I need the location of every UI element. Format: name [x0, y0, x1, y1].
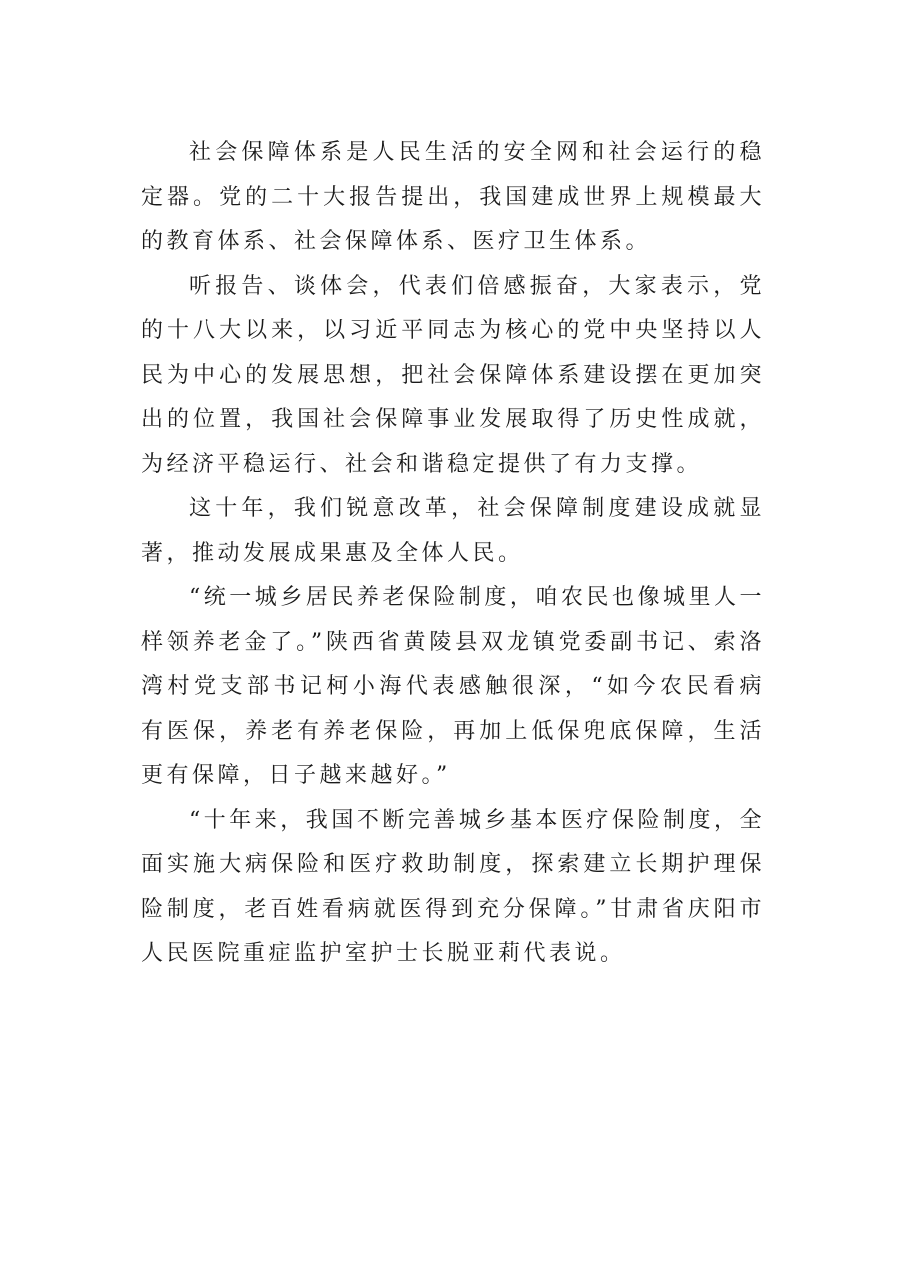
document-body: [141, 131, 765, 977]
paragraph-1: 社会保障体系是人民生活的安全网和社会运行的稳定器。党的二十大报告提出，我国建成世界上规模最大的教育体系、社会保障体系、医疗卫生体系。: [141, 140, 765, 254]
paragraph-2: 听报告、谈体会，代表们倍感振奋，大家表示，党的十八大以来，以习近平同志为核心的党中央坚持以人民为中心的发展思想，把社会保障体系建设摆在更加突出的位置，我国社会保障事业发展取得了历史性成就，为经济平稳运行、社会和谐稳定提供了有力支撑。: [141, 273, 765, 477]
paragraph-3: 这十年，我们锐意改革，社会保障制度建设成就显著，推动发展成果惠及全体人民。: [141, 496, 765, 566]
paragraph-4: “统一城乡居民养老保险制度，咱农民也像城里人一样领养老金了。”陕西省黄陵县双龙镇党委副书记、索洛湾村党支部书记柯小海代表感触很深，“如今农民看病有医保，养老有养老保险，再加上低保兜底保障，生活更有保障，日子越来越好。”: [141, 585, 765, 788]
paragraph-5: “十年来，我国不断完善城乡基本医疗保险制度，全面实施大病保险和医疗救助制度，探索建立长期护理保险制度，老百姓看病就医得到充分保障。”甘肃省庆阳市人民医院重症监护室护士长脱亚莉代表说。: [141, 807, 765, 966]
